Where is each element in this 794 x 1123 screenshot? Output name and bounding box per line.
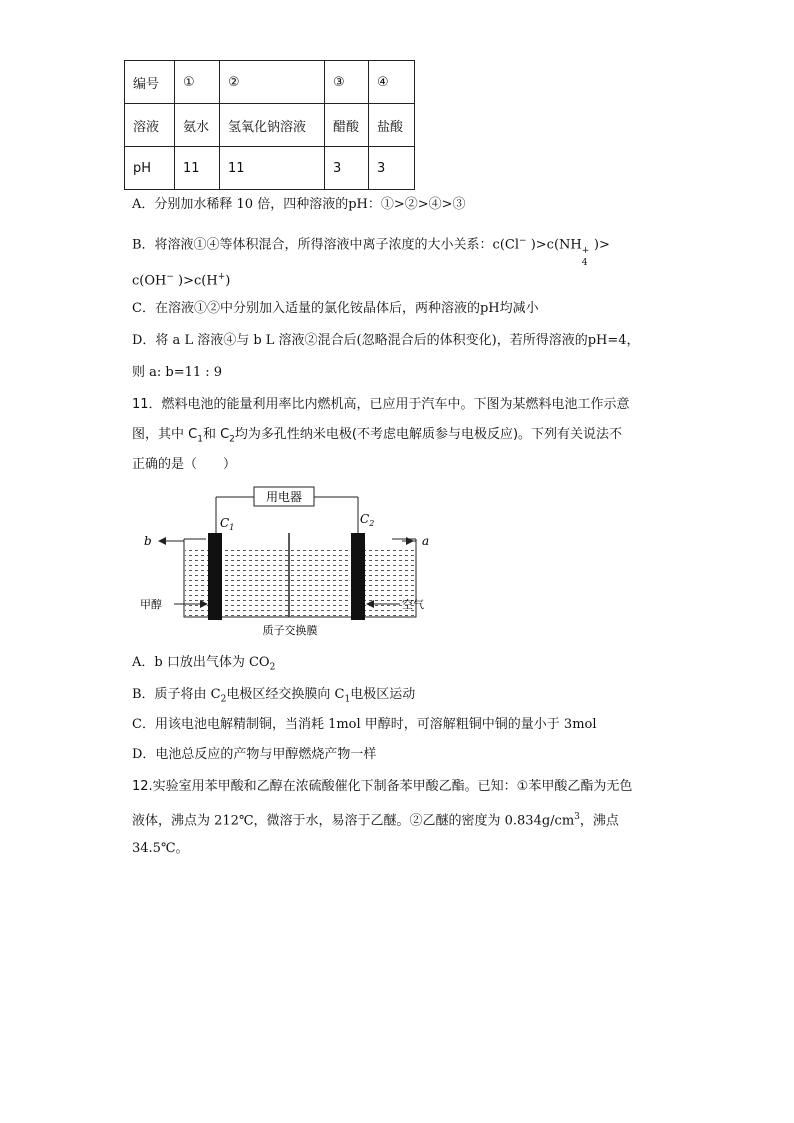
q11-option-b [132, 686, 415, 709]
subscript: 1 [344, 694, 351, 705]
membrane-label: 质子交换膜 [262, 624, 318, 637]
subscript: 2 [269, 662, 276, 673]
q11-option-a [132, 654, 275, 677]
q10-option-d-line1: D．将 a L 溶液④与 b L 溶液②混合后(忽略混合后的体积变化)，若所得溶液的pH=4， [132, 333, 640, 348]
fuel-cell-diagram [140, 483, 450, 643]
text-fragment: ，沸点 [579, 813, 619, 829]
device-label: 用电器 [265, 490, 303, 504]
table-cell: 3 [325, 147, 369, 190]
table-cell: ② [220, 61, 325, 104]
table-cell: 氢氧化钠溶液 [220, 104, 325, 147]
arrow-left-icon [158, 537, 166, 545]
table-cell: 醋酸 [325, 104, 369, 147]
table-cell: 3 [369, 147, 415, 190]
subscript: 4 [581, 258, 588, 269]
q12-line2 [132, 808, 619, 830]
q11-stem-line1: 11．燃料电池的能量利用率比内燃机高，已应用于汽车中。下图为某燃料电池工作示意 [132, 397, 630, 412]
text-fragment: 图，其中 C [132, 427, 198, 442]
table-row [125, 147, 415, 190]
q10-option-b-line2 [132, 268, 230, 290]
text-fragment: B．将溶液①④等体积混合，所得溶液中离子浓度的大小关系：c(Cl [132, 237, 520, 253]
q12-line1: 12.实验室用苯甲酸和乙醇在浓硫酸催化下制备苯甲酸乙酯。已知：①苯甲酸乙酯为无色 [132, 779, 633, 794]
text-fragment: ) [225, 273, 231, 289]
air-label: 空气 [402, 598, 424, 611]
table-cell: 溶液 [125, 104, 175, 147]
q11-option-d: D．电池总反应的产物与甲醇燃烧产物一样 [132, 747, 377, 762]
table-row [125, 104, 415, 147]
c1-label [220, 516, 234, 532]
table-cell: 11 [220, 147, 325, 190]
table-cell: ③ [325, 61, 369, 104]
q10-option-b-line1 [132, 232, 610, 269]
table-cell: ① [175, 61, 220, 104]
text-fragment: 电极区运动 [350, 687, 416, 702]
table-cell: 盐酸 [369, 104, 415, 147]
table-cell: 氨水 [175, 104, 220, 147]
q12-line3: 34.5℃。 [132, 841, 189, 856]
electrode-c2 [351, 533, 365, 620]
text-fragment: A．b 口放出气体为 CO [132, 655, 270, 670]
superscript: − [519, 236, 527, 246]
q10-option-d-line2: 则 a: b=11 : 9 [132, 365, 223, 380]
table-cell: 11 [175, 147, 220, 190]
subscript: 1 [197, 434, 203, 445]
superscript: + [581, 246, 590, 257]
q10-option-a: A．分别加水稀释 10 倍，四种溶液的pH：①>②>④>③ [132, 197, 466, 212]
table-cell: pH [125, 147, 175, 190]
superscript: 3 [574, 812, 580, 822]
superscript: − [166, 272, 174, 282]
subscript: 2 [220, 694, 227, 705]
q11-stem-line2 [132, 426, 622, 449]
text-fragment: 液体，沸点为 212℃，微溶于水，易溶于乙醚。②乙醚的密度为 0.834g/cm [132, 813, 575, 829]
methanol-label: 甲醇 [140, 598, 162, 611]
outlet-b-label: b [144, 534, 152, 548]
c2-letter: C [360, 512, 370, 526]
subscript: 2 [229, 434, 235, 445]
q10-option-c: C．在溶液①②中分别加入适量的氯化铵晶体后，两种溶液的pH均减小 [132, 301, 539, 316]
c2-subscript: 2 [369, 519, 375, 528]
text-fragment: 均为多孔性纳米电极(不考虑电解质参与电极反应)。下列有关说法不 [234, 427, 623, 442]
table-cell: 编号 [125, 61, 175, 104]
q11-option-c: C．用该电池电解精制铜，当消耗 1mol 甲醇时，可溶解粗铜中铜的量小于 3mol [132, 717, 597, 732]
text-fragment: )>c(NH [526, 237, 582, 253]
electrode-c1 [208, 533, 222, 620]
ph-table [124, 60, 415, 190]
arrow-right-icon [406, 537, 414, 545]
table-row [125, 61, 415, 104]
c1-letter: C [220, 516, 230, 530]
text-fragment: 电极区经交换膜向 C [226, 687, 345, 702]
c1-subscript: 1 [229, 523, 235, 532]
text-fragment: )>c(H [173, 273, 218, 289]
text-fragment: 和 C [202, 427, 230, 442]
text-fragment: c(OH [132, 273, 167, 289]
c2-label [360, 512, 374, 528]
text-fragment: )> [589, 237, 610, 253]
text-fragment: B．质子将由 C [132, 687, 221, 702]
table-cell: ④ [369, 61, 415, 104]
superscript: + [217, 272, 226, 282]
outlet-a-label: a [422, 534, 430, 548]
q11-stem-line3: 正确的是（ ） [132, 457, 237, 472]
